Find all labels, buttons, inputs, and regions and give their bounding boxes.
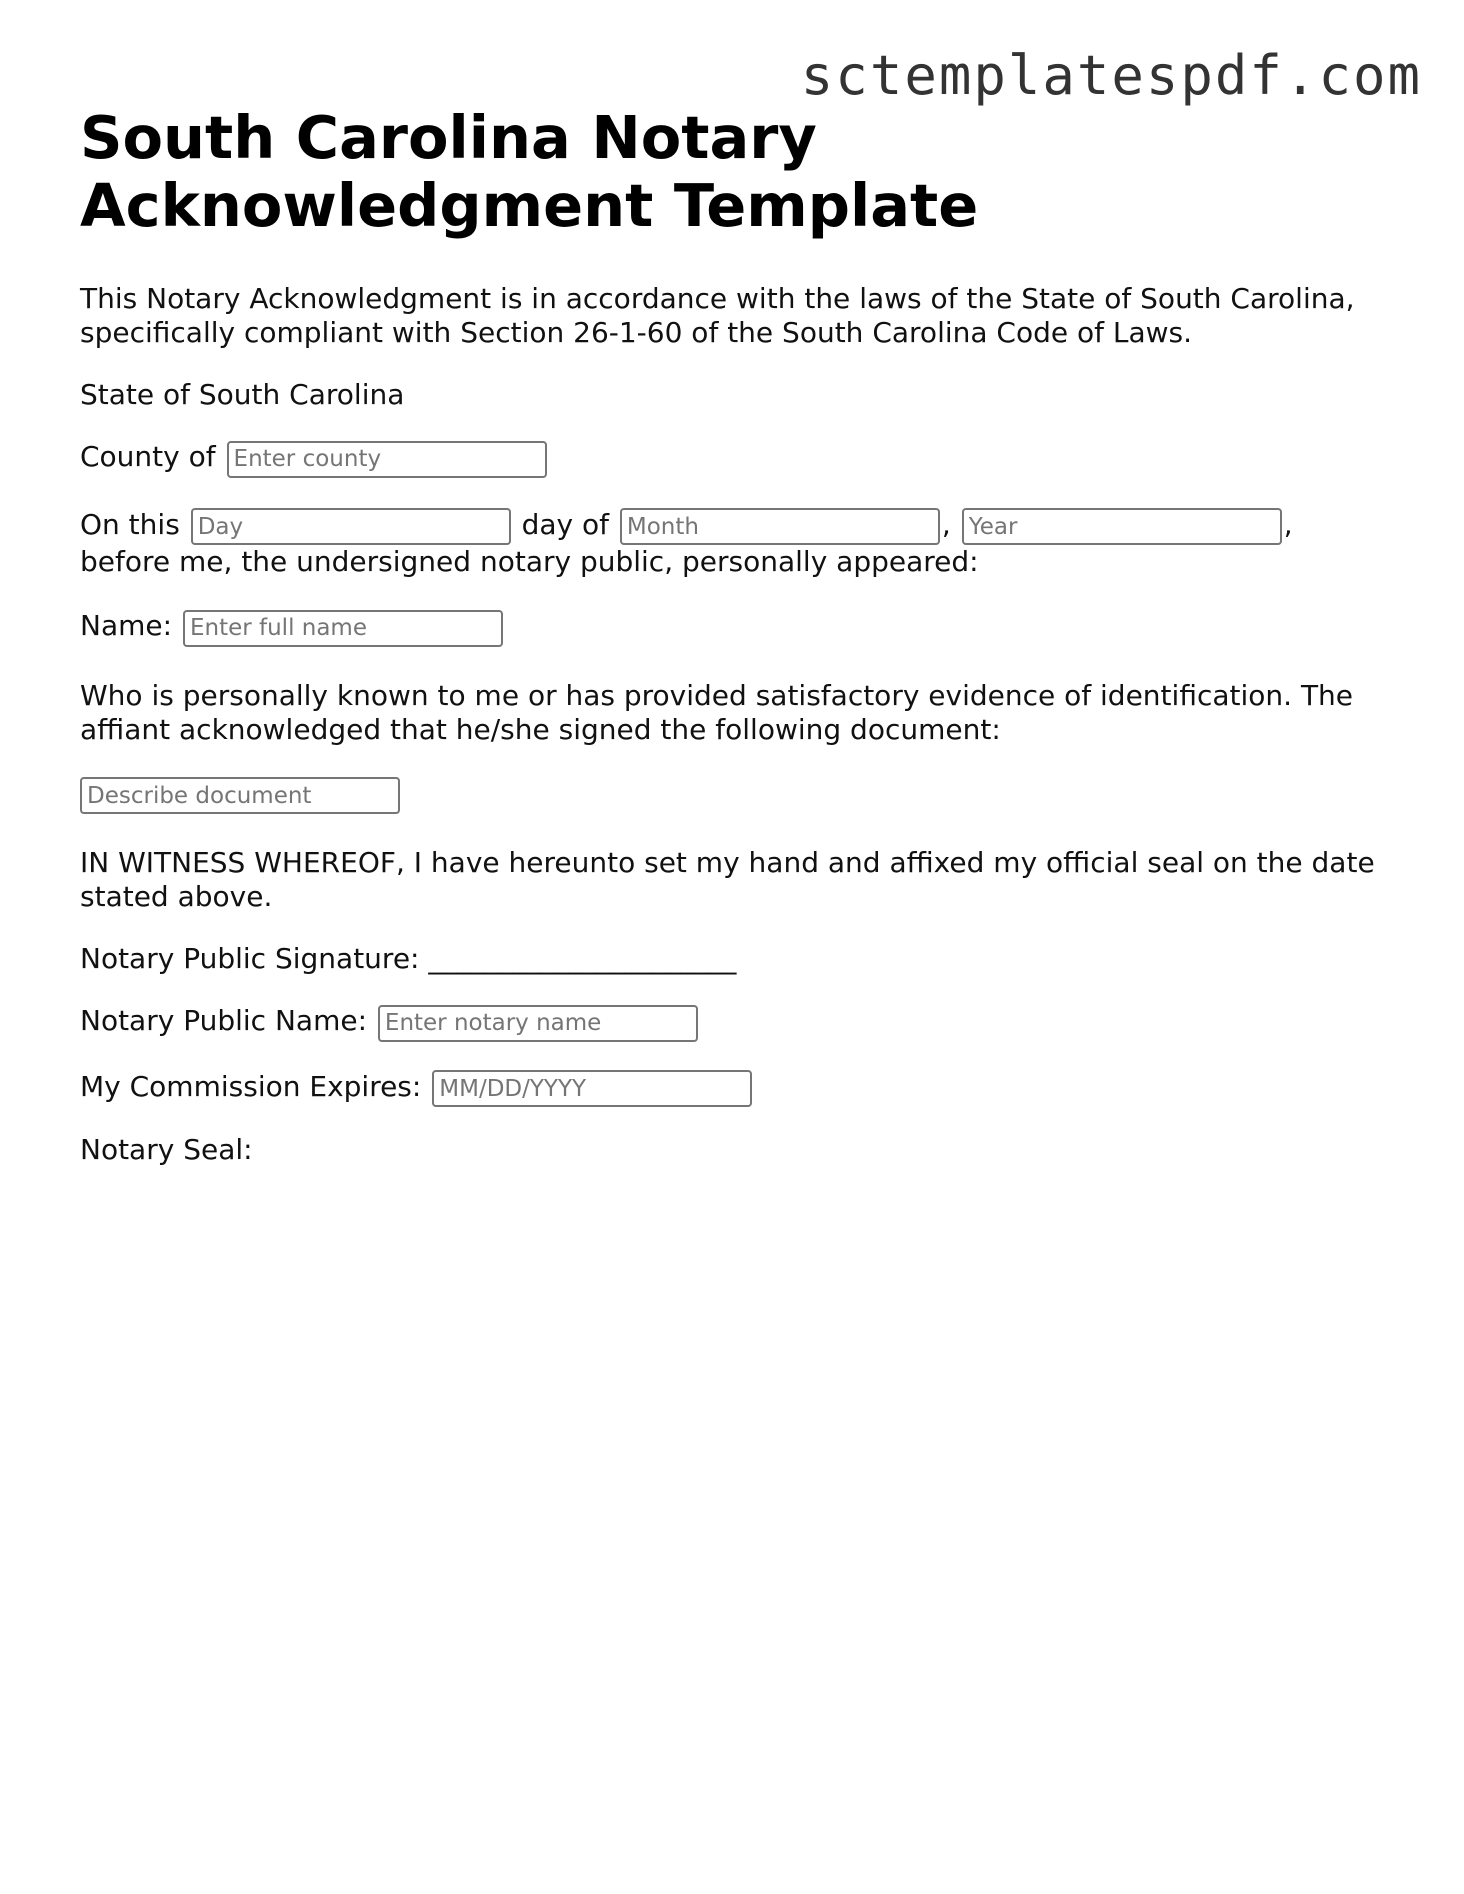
signature-row [80,942,1390,976]
witness-paragraph: IN WITNESS WHEREOF, I have hereunto set my hand and affixed my official seal on the date stated above. [80,846,1375,913]
notary-name-row [80,1004,1390,1042]
intro-paragraph: This Notary Acknowledgment is in accordance with the laws of the State of South Carolina, specifically compliant with Section 26-1-60 of the South Carolina Code of Laws. [80,282,1355,349]
site-watermark: sctemplatespdf.com [800,44,1422,107]
page-title: South Carolina Notary Acknowledgment Template [80,103,979,240]
full-name-input[interactable] [183,610,503,647]
county-label: County of [80,440,216,473]
appearance-text: before me, the undersigned notary public, personally appeared: [80,545,979,578]
year-input[interactable] [962,508,1282,545]
document-row [80,777,1390,815]
commission-row [80,1070,1390,1108]
signature-label: Notary Public Signature: [80,942,420,975]
name-row [80,609,1390,647]
commission-label: My Commission Expires: [80,1069,422,1103]
affiant-paragraph: Who is personally known to me or has provided satisfactory evidence of identification. The affiant acknowledged that he/she signed the following document: [80,678,1354,746]
county-input[interactable] [227,441,547,478]
notary-form [80,104,1390,1167]
signature-line: ______________________ [428,942,737,975]
commission-date-input[interactable] [432,1070,752,1107]
day-input[interactable] [191,508,511,545]
notary-name-input[interactable] [378,1005,698,1042]
document-description-input[interactable] [80,777,400,814]
month-input[interactable] [620,508,940,545]
state-line: State of South Carolina [80,378,405,411]
notary-seal-label: Notary Seal: [80,1133,253,1166]
date-comma: , [941,507,951,541]
year-comma: , [1283,507,1293,541]
day-of-label: day of [521,507,609,541]
county-row [80,440,1390,478]
notary-name-label: Notary Public Name: [80,1004,367,1037]
on-this-label: On this [80,507,180,541]
name-label: Name: [80,609,173,642]
date-row [80,508,1390,580]
